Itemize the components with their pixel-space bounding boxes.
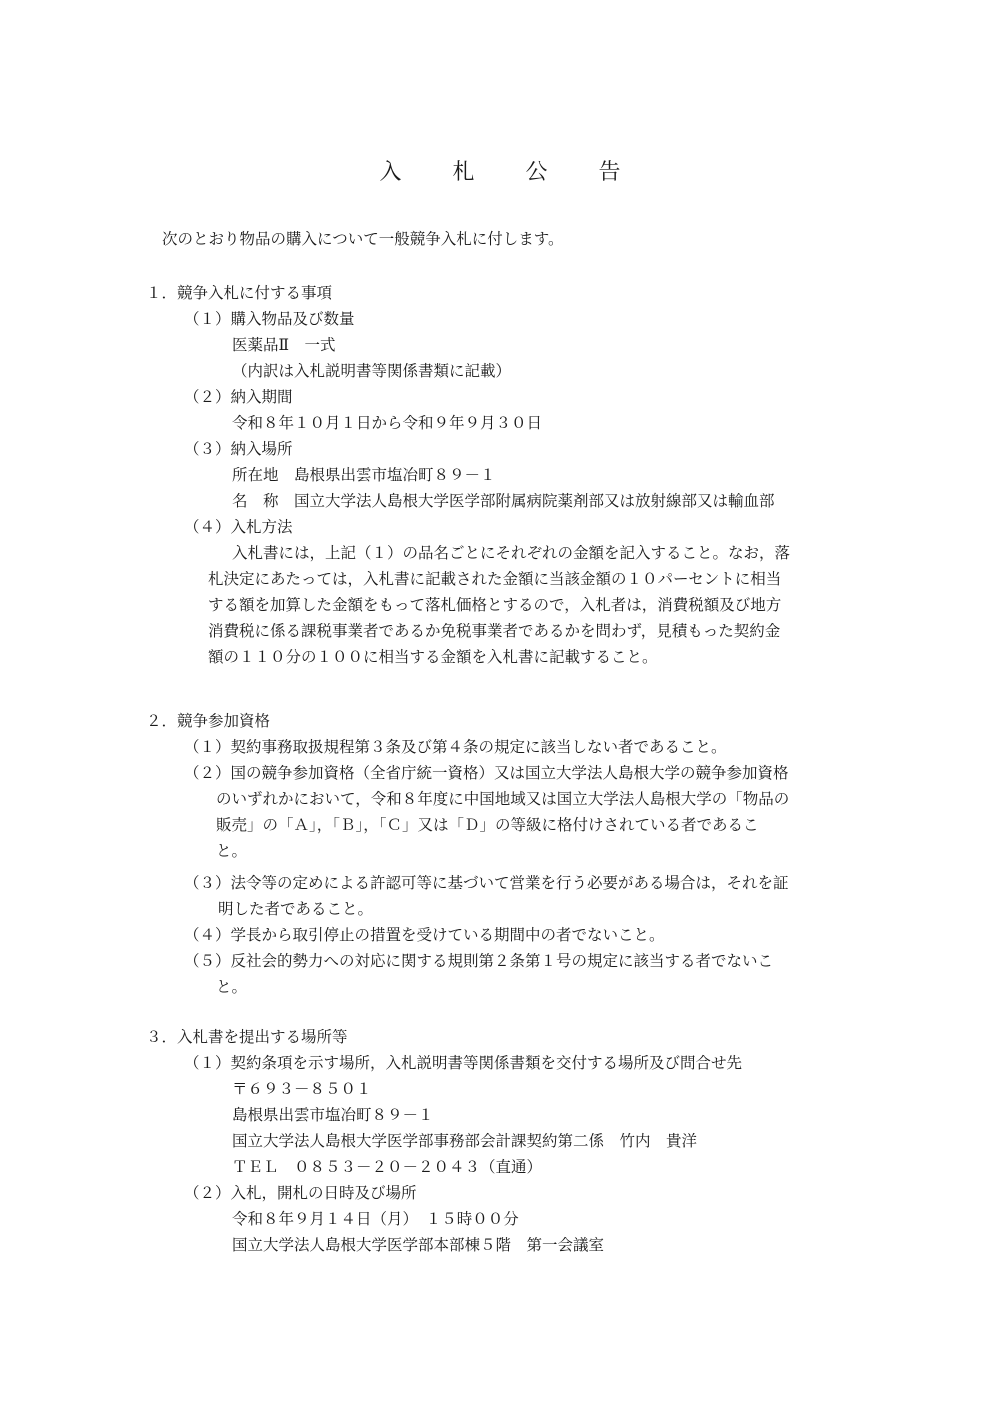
section-2-item-5: （５）反社会的勢力への対応に関する規則第２条第１号の規定に該当する者でないこ (184, 952, 774, 970)
section-1-1-line: （内訳は入札説明書等関係書類に記載） (232, 362, 512, 380)
section-2-item-2-cont: と。 (216, 842, 248, 860)
document-title: 入 札 公 告 (379, 160, 643, 185)
section-1-1-line: 医薬品Ⅱ 一式 (232, 336, 336, 354)
section-2-item-2-cont: のいずれかにおいて，令和８年度に中国地域又は国立大学法人島根大学の「物品の (216, 790, 790, 808)
section-3-2-line: 国立大学法人島根大学医学部本部棟５階 第一会議室 (232, 1236, 605, 1254)
section-1-heading: １．競争入札に付する事項 (146, 284, 333, 302)
section-3-1-heading: （１）契約条項を示す場所，入札説明書等関係書類を交付する場所及び問合せ先 (184, 1054, 743, 1072)
section-1-3-line: 名 称 国立大学法人島根大学医学部附属病院薬剤部又は放射線部又は輸血部 (232, 492, 775, 510)
section-1-2-heading: （２）納入期間 (184, 388, 293, 406)
section-3-1-line: 島根県出雲市塩冶町８９－１ (232, 1106, 434, 1124)
section-1-4-line: 消費税に係る課税事業者であるか免税事業者であるかを問わず，見積もった契約金 (208, 622, 781, 640)
intro-paragraph: 次のとおり物品の購入について一般競争入札に付します。 (162, 230, 564, 248)
section-2-item-2-cont: 販売」の「Ａ」，「Ｂ」，「Ｃ」又は「Ｄ」の等級に格付けされている者であるこ (216, 816, 759, 834)
section-3-1-line: ＴＥＬ ０８５３－２０－２０４３（直通） (232, 1158, 543, 1176)
section-1-1-heading: （１）購入物品及び数量 (184, 310, 355, 328)
section-2-item-5-cont: と。 (216, 978, 248, 996)
section-1-4-heading: （４）入札方法 (184, 518, 293, 536)
section-1-2-line: 令和８年１０月１日から令和９年９月３０日 (232, 414, 543, 432)
section-3-1-line: 〒６９３－８５０１ (232, 1080, 372, 1098)
section-2-item-3-cont: 明した者であること。 (218, 900, 374, 918)
section-3-2-heading: （２）入札，開札の日時及び場所 (184, 1184, 417, 1202)
section-2-item-3: （３）法令等の定めによる許認可等に基づいて営業を行う必要がある場合は，それを証 (184, 874, 789, 892)
section-1-4-line: 額の１１０分の１００に相当する金額を入札書に記載すること。 (208, 648, 658, 666)
section-1-4-line: 札決定にあたっては，入札書に記載された金額に当該金額の１０パーセントに相当 (208, 570, 782, 588)
section-1-4-line: 入札書には，上記（１）の品名ごとにそれぞれの金額を記入すること。なお，落 (232, 544, 791, 562)
section-3-1-line: 国立大学法人島根大学医学部事務部会計課契約第二係 竹内 貴洋 (232, 1132, 698, 1150)
section-1-3-heading: （３）納入場所 (184, 440, 293, 458)
section-3-2-line: 令和８年９月１４日（月） １５時００分 (232, 1210, 519, 1228)
section-2-item-4: （４）学長から取引停止の措置を受けている期間中の者でないこと。 (184, 926, 665, 944)
section-2-heading: ２．競争参加資格 (146, 712, 271, 730)
section-2-item-2: （２）国の競争参加資格（全省庁統一資格）又は国立大学法人島根大学の競争参加資格 (184, 764, 789, 782)
section-1-3-line: 所在地 島根県出雲市塩冶町８９－１ (232, 466, 496, 484)
section-3-heading: ３．入札書を提出する場所等 (146, 1028, 348, 1046)
section-1-4-line: する額を加算した金額をもって落札価格とするので，入札者は，消費税額及び地方 (208, 596, 782, 614)
section-2-item-1: （１）契約事務取扱規程第３条及び第４条の規定に該当しない者であること。 (184, 738, 727, 756)
